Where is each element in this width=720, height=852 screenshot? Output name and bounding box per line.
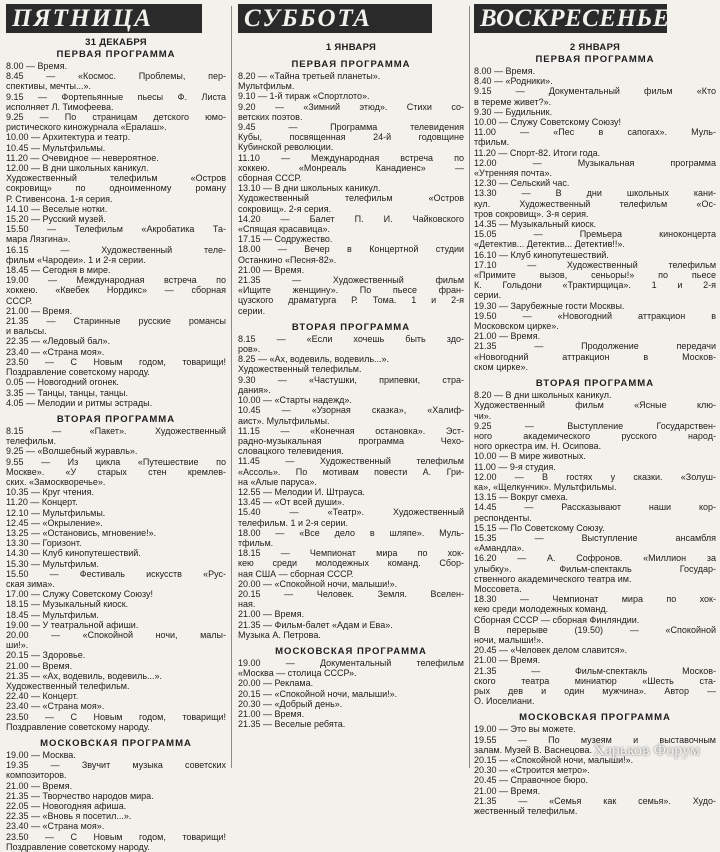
- schedule-line: 9.45 — Программа телевидения: [238, 122, 464, 133]
- schedule-line: Сборная СССР — сборная Финляндии.: [474, 614, 640, 625]
- schedule-line: 22.35 — «Вновь я посетил...».: [6, 811, 132, 822]
- schedule-line: 23.40 — «Страна моя».: [6, 701, 105, 712]
- schedule-line: телефильм.: [6, 436, 57, 447]
- schedule-line: 19.00 — Это вы можете.: [474, 724, 576, 735]
- schedule-line: 19.00 — Документальный телефильм: [238, 657, 464, 668]
- schedule-line: 19.30 — Зарубежные гости Москвы.: [474, 300, 625, 311]
- schedule-line: 17.15 — Содружество.: [238, 234, 333, 245]
- schedule-line: 22.05 — Новогодняя афиша.: [6, 801, 127, 812]
- schedule-line: 21.35 — Творчество народов мира.: [6, 790, 154, 801]
- schedule-line: жественный телефильм.: [474, 806, 578, 817]
- schedule-line: 13.25 — «Остановись, мгновение!».: [6, 527, 157, 538]
- schedule-list: [6, 426, 226, 732]
- schedule-line: кею среди молодежных команд. Сбор-: [238, 558, 464, 569]
- schedule-line: 9.15 — Документальный фильм «Кто: [474, 86, 716, 97]
- schedule-line: чи».: [474, 410, 492, 421]
- schedule-line: 21.00 — Время.: [6, 780, 73, 791]
- schedule-line: ного оркестра им. Н. Осипова.: [474, 441, 602, 452]
- schedule-line: ная США — сборная СССР.: [238, 568, 354, 579]
- program-sections: [238, 59, 464, 729]
- schedule-line: и вальсы.: [6, 326, 47, 337]
- schedule-line: 9.10 — 1-й тираж «Спортлото».: [238, 91, 370, 102]
- schedule-line: 16.10 — Клуб кинопутешествий.: [474, 249, 609, 260]
- schedule-line: «Москва — столица СССР».: [238, 668, 357, 679]
- schedule-line: 15.30 — Мультфильм.: [6, 558, 99, 569]
- schedule-line: ная.: [238, 599, 256, 610]
- schedule-line: 18.00 — «Все дело в шляпе». Муль-: [238, 527, 464, 538]
- schedule-line: 23.40 — «Страна моя».: [6, 821, 105, 832]
- day-header: СУББОТА: [238, 4, 432, 33]
- schedule-line: ночи, малыши!».: [474, 634, 544, 645]
- schedule-line: 10.00 — Служу Советскому Союзу!: [474, 117, 622, 128]
- schedule-line: 9.25 — Выступление Государствен-: [474, 420, 716, 431]
- schedule-line: «Примите вызов, сеньоры!» по пьесе: [474, 270, 716, 281]
- schedule-line: 20.15 — «Спокойной ночи, малыши!».: [238, 688, 398, 699]
- schedule-line: «Ассоль». По мотивам повести А. Гри-: [238, 466, 464, 477]
- schedule-line: 20.15 — Здоровье.: [6, 650, 86, 661]
- schedule-line: 23.50 — С Новым годом, товарищи!: [6, 356, 226, 367]
- schedule-line: 20.45 — «Человек делом славится».: [474, 645, 628, 656]
- schedule-line: 21.35 — Художественный фильм: [238, 275, 464, 286]
- schedule-line: СССР.: [6, 295, 33, 306]
- schedule-line: ристического киножурнала «Ералаш».: [6, 122, 167, 133]
- schedule-line: «Спящая красавица».: [238, 224, 330, 235]
- column-divider: [231, 6, 232, 768]
- schedule-line: 15.40 — «Театр». Художественный: [238, 507, 464, 518]
- schedule-line: 21.35 — Веселые ребята.: [238, 719, 346, 730]
- schedule-line: ветских поэтов.: [238, 111, 303, 122]
- schedule-line: 15.15 — По Советскому Союзу.: [474, 522, 605, 533]
- schedule-line: 8.45 — «Космос. Проблемы, пер-: [6, 71, 226, 82]
- schedule-line: Поздравление советскому народу.: [6, 721, 150, 732]
- schedule-line: О. Иоселиани.: [474, 696, 535, 707]
- schedule-line: 8.15 — «Пакет». Художественный: [6, 425, 226, 436]
- schedule-line: «Амандла».: [474, 543, 525, 554]
- schedule-line: 23.50 — С Новым годом, товарищи!: [6, 831, 226, 842]
- schedule-line: 21.35 — «Семья как семья». Худо-: [474, 795, 716, 806]
- schedule-line: 21.00 — Время.: [6, 305, 73, 316]
- schedule-line: Москве». «У старых стен кремлев-: [6, 466, 226, 477]
- schedule-line: 9.25 — «Волшебный журавль».: [6, 446, 138, 457]
- program-title: ПЕРВАЯ ПРОГРАММА: [291, 59, 411, 70]
- schedule-line: 18.00 — Вечер в Концертной студии: [238, 244, 464, 255]
- schedule-line: 21.35 — Продолжение передачи: [474, 341, 716, 352]
- schedule-line: хоккею. «Монреаль Канадиенс» —: [238, 162, 464, 173]
- date-label: 1 ЯНВАРЯ: [325, 42, 377, 53]
- schedule-line: Р. Стивенсона. 1-я серия.: [6, 193, 113, 204]
- schedule-line: 23.40 — «Страна моя».: [6, 346, 105, 357]
- schedule-line: рых дев и один мужчина». Автор —: [474, 685, 716, 696]
- schedule-line: 0.05 — Новогодний огонек.: [6, 377, 119, 388]
- schedule-line: ши!».: [6, 640, 29, 651]
- schedule-line: 8.40 — «Родники».: [474, 76, 553, 87]
- schedule-line: 10.35 — Круг чтения.: [6, 487, 95, 498]
- schedule-line: Художественный фильм «Ясные клю-: [474, 400, 716, 411]
- schedule-line: «Детектив... Детектив... Детектив!!».: [474, 239, 625, 250]
- schedule-list: [474, 390, 716, 706]
- column-saturday: [238, 0, 464, 768]
- schedule-line: Художественный телефильм «Остров: [6, 173, 226, 184]
- schedule-line: «Новогодний аттракцион в Москов-: [474, 351, 716, 362]
- schedule-line: 12.00 — В дни школьных каникул.: [6, 163, 149, 174]
- schedule-line: 22.35 — «Ледовый бал».: [6, 336, 110, 347]
- program-title: ПЕРВАЯ ПРОГРАММА: [56, 49, 176, 60]
- schedule-line: 17.10 — Художественный телефильм: [474, 259, 716, 270]
- program-title: МОСКОВСКАЯ ПРОГРАММА: [519, 712, 671, 724]
- schedule-line: 19.00 — У театральной афиши.: [6, 619, 139, 630]
- schedule-line: дания».: [238, 384, 271, 395]
- schedule-line: 19.00 — Москва.: [6, 750, 76, 760]
- schedule-line: 21.00 — Время.: [474, 655, 541, 666]
- schedule-line: 20.00 — «Спокойной ночи, малыши!».: [238, 578, 398, 589]
- program-title: ВТОРАЯ ПРОГРАММА: [535, 378, 655, 390]
- schedule-line: 8.15 — «Если хочешь быть здо-: [238, 333, 464, 344]
- schedule-line: ского театра миниатюр «Шесть ста-: [474, 675, 716, 686]
- schedule-line: Московском цирке».: [474, 321, 559, 332]
- schedule-line: 4.05 — Мелодии и ритмы эстрады.: [6, 397, 153, 408]
- schedule-line: 18.30 — Чемпионат мира по хок-: [474, 594, 716, 605]
- column-sunday: [474, 0, 716, 817]
- schedule-list: [474, 66, 716, 372]
- schedule-line: 9.55 — Из цикла «Путешествие по: [6, 456, 226, 467]
- schedule-line: 11.20 — Очевидное — невероятное.: [6, 152, 159, 163]
- schedule-line: сокровищ» по одноименному роману: [6, 183, 226, 194]
- schedule-line: 13.15 — Вокруг смеха.: [474, 492, 569, 503]
- schedule-line: 21.00 — Время.: [238, 708, 305, 719]
- schedule-line: 11.00 — 9-я студия.: [474, 461, 556, 472]
- schedule-line: 19.35 — Звучит музыка советских: [6, 760, 226, 771]
- schedule-line: 21.00 — Время.: [474, 785, 541, 796]
- schedule-line: 8.20 — В дни школьных каникул.: [474, 390, 612, 401]
- schedule-line: 14.45 — Рассказывают наши кор-: [474, 502, 716, 513]
- schedule-line: тров сокровищ». 3-я серия.: [474, 208, 589, 219]
- schedule-line: Художественный телефильм.: [6, 680, 130, 691]
- schedule-line: 14.30 — Клуб кинопутешествий.: [6, 548, 141, 559]
- schedule-line: фильм «Чародеи». 1 и 2-я серии.: [6, 254, 146, 265]
- date-label: 31 ДЕКАБРЯ: [85, 37, 147, 48]
- schedule-line: сокровищ». 2-я серия.: [238, 203, 332, 214]
- schedule-line: 21.00 — Время.: [474, 331, 541, 342]
- program-title: МОСКОВСКАЯ ПРОГРАММА: [40, 738, 192, 749]
- schedule-line: 21.00 — Время.: [6, 660, 73, 671]
- schedule-line: 11.45 — Художественный телефильм: [238, 456, 464, 467]
- schedule-line: серии.: [474, 290, 502, 301]
- schedule-line: 21.35 — Фильм-балет «Адам и Ева».: [238, 619, 393, 630]
- schedule-line: 21.00 — Время.: [238, 609, 305, 620]
- schedule-list: [474, 724, 716, 816]
- schedule-line: Поздравление советскому народу.: [6, 367, 150, 378]
- day-header: ВОСКРЕСЕНЬЕ: [474, 4, 667, 33]
- program-title: ВТОРАЯ ПРОГРАММА: [56, 413, 176, 425]
- schedule-line: хоккею. «Квебек Нордикс» — сборная: [6, 285, 226, 296]
- schedule-line: Останкино «Песня-82».: [238, 254, 337, 265]
- schedule-line: Художественный телефильм.: [238, 364, 362, 375]
- schedule-line: 13.45 — «От всей души».: [238, 497, 345, 508]
- schedule-line: 20.00 — «Спокойной ночи, малы-: [6, 629, 226, 640]
- schedule-list: [238, 71, 464, 316]
- day-header: ПЯТНИЦА: [6, 4, 202, 33]
- schedule-line: 21.00 — Время.: [238, 264, 305, 275]
- schedule-line: исполняет Л. Тимофеева.: [6, 101, 114, 112]
- schedule-list: [238, 334, 464, 640]
- schedule-line: Кубинской революции.: [238, 142, 334, 153]
- schedule-line: 12.00 — Музыкальная программа: [474, 157, 716, 168]
- schedule-line: 18.15 — Музыкальный киоск.: [6, 599, 129, 610]
- program-sections: [6, 49, 226, 852]
- schedule-line: 14.35 — Музыкальный киоск.: [474, 219, 597, 230]
- schedule-line: 21.35 — «Ах, водевиль, водевиль...».: [6, 670, 163, 681]
- schedule-line: словацкого телевидения.: [238, 446, 344, 457]
- schedule-line: 21.35 — Старинные русские романсы: [6, 316, 226, 327]
- schedule-line: телефильм. 1 и 2-я серии.: [238, 517, 349, 528]
- schedule-line: кул. Художественный телефильм «Ос-: [474, 198, 716, 209]
- schedule-line: «Утренняя почта».: [474, 168, 552, 179]
- schedule-line: 9.30 — «Частушки, припевки, стра-: [238, 374, 464, 385]
- schedule-line: тфильм.: [474, 137, 510, 148]
- schedule-line: 18.15 — Чемпионат мира по хок-: [238, 548, 464, 559]
- schedule-line: серии.: [238, 305, 266, 316]
- column-divider: [469, 6, 470, 768]
- schedule-line: тфильм.: [238, 537, 274, 548]
- schedule-line: 9.20 — «Зимний этюд». Стихи со-: [238, 101, 464, 112]
- schedule-line: улыбку». Фильм-спектакль Государ-: [474, 563, 716, 574]
- column-friday: [6, 0, 226, 852]
- watermark: Харьков Форум: [593, 742, 700, 759]
- schedule-line: 13.10 — В дни школьных каникул.: [238, 183, 381, 194]
- schedule-line: 12.00 — В гостях у сказки. «Золуш-: [474, 471, 716, 482]
- schedule-line: 8.25 — «Ах, водевиль, водевиль...».: [238, 354, 390, 365]
- schedule-line: 10.45 — «Узорная сказка», «Халиф-: [238, 405, 464, 416]
- schedule-line: 18.45 — Сегодня в мире.: [6, 265, 111, 276]
- schedule-line: 15.35 — Выступление ансамбля: [474, 532, 716, 543]
- program-title: ВТОРАЯ ПРОГРАММА: [291, 321, 411, 333]
- schedule-line: 10.00 — «Старты надежд».: [238, 395, 352, 406]
- schedule-line: 15.05 — Премьера киноконцерта: [474, 229, 716, 240]
- program-title: ПЕРВАЯ ПРОГРАММА: [535, 54, 655, 65]
- schedule-line: ская зима».: [6, 578, 55, 589]
- schedule-line: кею среди молодежных команд.: [474, 604, 609, 615]
- schedule-line: Кубы, посвященная 24-й годовщине: [238, 132, 464, 143]
- schedule-line: ственного академического театра им.: [474, 573, 632, 584]
- schedule-line: 20.00 — Реклама.: [238, 678, 314, 689]
- schedule-line: ного академического русского народ-: [474, 430, 716, 441]
- schedule-list: [238, 658, 464, 729]
- schedule-line: 10.00 — Архитектура и театр.: [6, 132, 131, 143]
- schedule-line: сборная СССР.: [238, 173, 302, 184]
- schedule-line: мара Лязгина».: [6, 234, 71, 245]
- schedule-line: 15.50 — Фестиваль искусств «Рус-: [6, 568, 226, 579]
- schedule-line: В перерыве (19.50) — «Спокойной: [474, 624, 716, 635]
- schedule-line: К. Гольдони «Трактирщица». 1 и 2-я: [474, 280, 716, 291]
- schedule-line: ров».: [238, 344, 261, 355]
- schedule-line: 19.55 — По музеям и выставочным: [474, 734, 716, 745]
- schedule-line: 13.30 — В дни школьных кани-: [474, 188, 716, 199]
- schedule-line: ском цирке».: [474, 361, 528, 372]
- schedule-line: 14.20 — Балет П. И. Чайковского: [238, 213, 464, 224]
- program-sections: [474, 54, 716, 816]
- schedule-line: в тереме живет?».: [474, 96, 552, 107]
- schedule-line: Мультфильм.: [238, 81, 295, 92]
- schedule-line: ских. «Замоскворечье».: [6, 476, 106, 487]
- schedule-line: 20.15 — Человек. Земля. Вселен-: [238, 588, 464, 599]
- program-title: МОСКОВСКАЯ ПРОГРАММА: [275, 645, 427, 657]
- schedule-line: 12.55 — Мелодии И. Штрауса.: [238, 486, 365, 497]
- schedule-line: 23.50 — С Новым годом, товарищи!: [6, 711, 226, 722]
- schedule-line: 10.45 — Мультфильмы.: [6, 142, 106, 153]
- schedule-line: 8.00 — Время.: [474, 66, 536, 76]
- schedule-line: «Ищите женщину». По пьесе фран-: [238, 285, 464, 296]
- schedule-line: 3.35 — Танцы, танцы, танцы.: [6, 387, 128, 398]
- schedule-line: 8.20 — «Тайна третьей планеты».: [238, 71, 381, 81]
- schedule-list: [6, 61, 226, 408]
- date-label: 2 ЯНВАРЯ: [569, 42, 621, 53]
- schedule-line: 20.30 — «Добрый день».: [238, 698, 343, 709]
- schedule-line: 19.50 — «Новогодний аттракцион в: [474, 310, 716, 321]
- schedule-line: 9.25 — По страницам детского юмо-: [6, 112, 226, 123]
- schedule-line: Музыка А. Петрова.: [238, 629, 321, 640]
- schedule-line: 14.10 — Веселые нотки.: [6, 203, 108, 214]
- schedule-line: 17.00 — Служу Советскому Союзу!: [6, 589, 154, 600]
- schedule-line: Художественный телефильм «Остров: [238, 193, 464, 204]
- schedule-line: 11.20 — Спорт-82. Итоги года.: [474, 147, 601, 158]
- schedule-line: 22.40 — Концерт.: [6, 691, 79, 702]
- schedule-line: ка», «Щелкунчик». Мультфильмы.: [474, 481, 617, 492]
- schedule-line: Моссовета.: [474, 583, 522, 594]
- schedule-line: 20.30 — «Строится метро».: [474, 765, 590, 776]
- schedule-line: 15.50 — Телефильм «Акробатика Та-: [6, 224, 226, 235]
- schedule-list: [6, 750, 226, 852]
- schedule-line: 11.10 — Международная встреча по: [238, 152, 464, 163]
- schedule-line: 9.15 — Фортепьянные пьесы Ф. Листа: [6, 91, 226, 102]
- schedule-line: 13.30 — Горизонт.: [6, 538, 82, 549]
- schedule-line: композиторов.: [6, 770, 67, 781]
- schedule-line: 8.00 — Время.: [6, 61, 68, 71]
- schedule-line: 11.20 — Концерт.: [6, 497, 78, 508]
- schedule-line: 16.20 — А. Софронов. «Миллион за: [474, 553, 716, 564]
- schedule-line: 9.30 — Будильник.: [474, 106, 553, 117]
- schedule-line: спективы, мечты...».: [6, 81, 91, 92]
- schedule-line: 20.15 — «Спокойной ночи, малыши!».: [474, 755, 634, 765]
- schedule-line: 19.00 — Международная встреча по: [6, 275, 226, 286]
- schedule-line: радно-музыкальная программа Чехо-: [238, 435, 464, 446]
- schedule-line: 12.45 — «Окрыление».: [6, 517, 103, 528]
- schedule-line: 15.20 — Русский музей.: [6, 214, 106, 225]
- schedule-line: 16.15 — Художественный теле-: [6, 244, 226, 255]
- schedule-line: Поздравление советскому народу.: [6, 841, 150, 852]
- schedule-line: 12.10 — Мультфильмы.: [6, 507, 106, 518]
- schedule-line: цузского драматурга Р. Тома. 1 и 2-я: [238, 295, 464, 306]
- schedule-line: 10.00 — В мире животных.: [474, 451, 586, 462]
- schedule-line: 11.00 — «Пес в сапогах». Муль-: [474, 127, 716, 138]
- schedule-line: 11.15 — «Конечная остановка». Эст-: [238, 425, 464, 436]
- schedule-line: 21.35 — Фильм-спектакль Москов-: [474, 665, 716, 676]
- schedule-line: 18.45 — Мультфильм.: [6, 609, 99, 620]
- schedule-line: 12.30 — Сельский час.: [474, 178, 570, 189]
- schedule-line: респонденты.: [474, 512, 532, 523]
- schedule-line: аист». Мультфильмы.: [238, 415, 330, 426]
- schedule-line: на «Алые паруса».: [238, 476, 317, 487]
- schedule-line: залам. Музей В. Васнецова.: [474, 744, 592, 755]
- schedule-line: 20.45 — Справочное бюро.: [474, 775, 588, 786]
